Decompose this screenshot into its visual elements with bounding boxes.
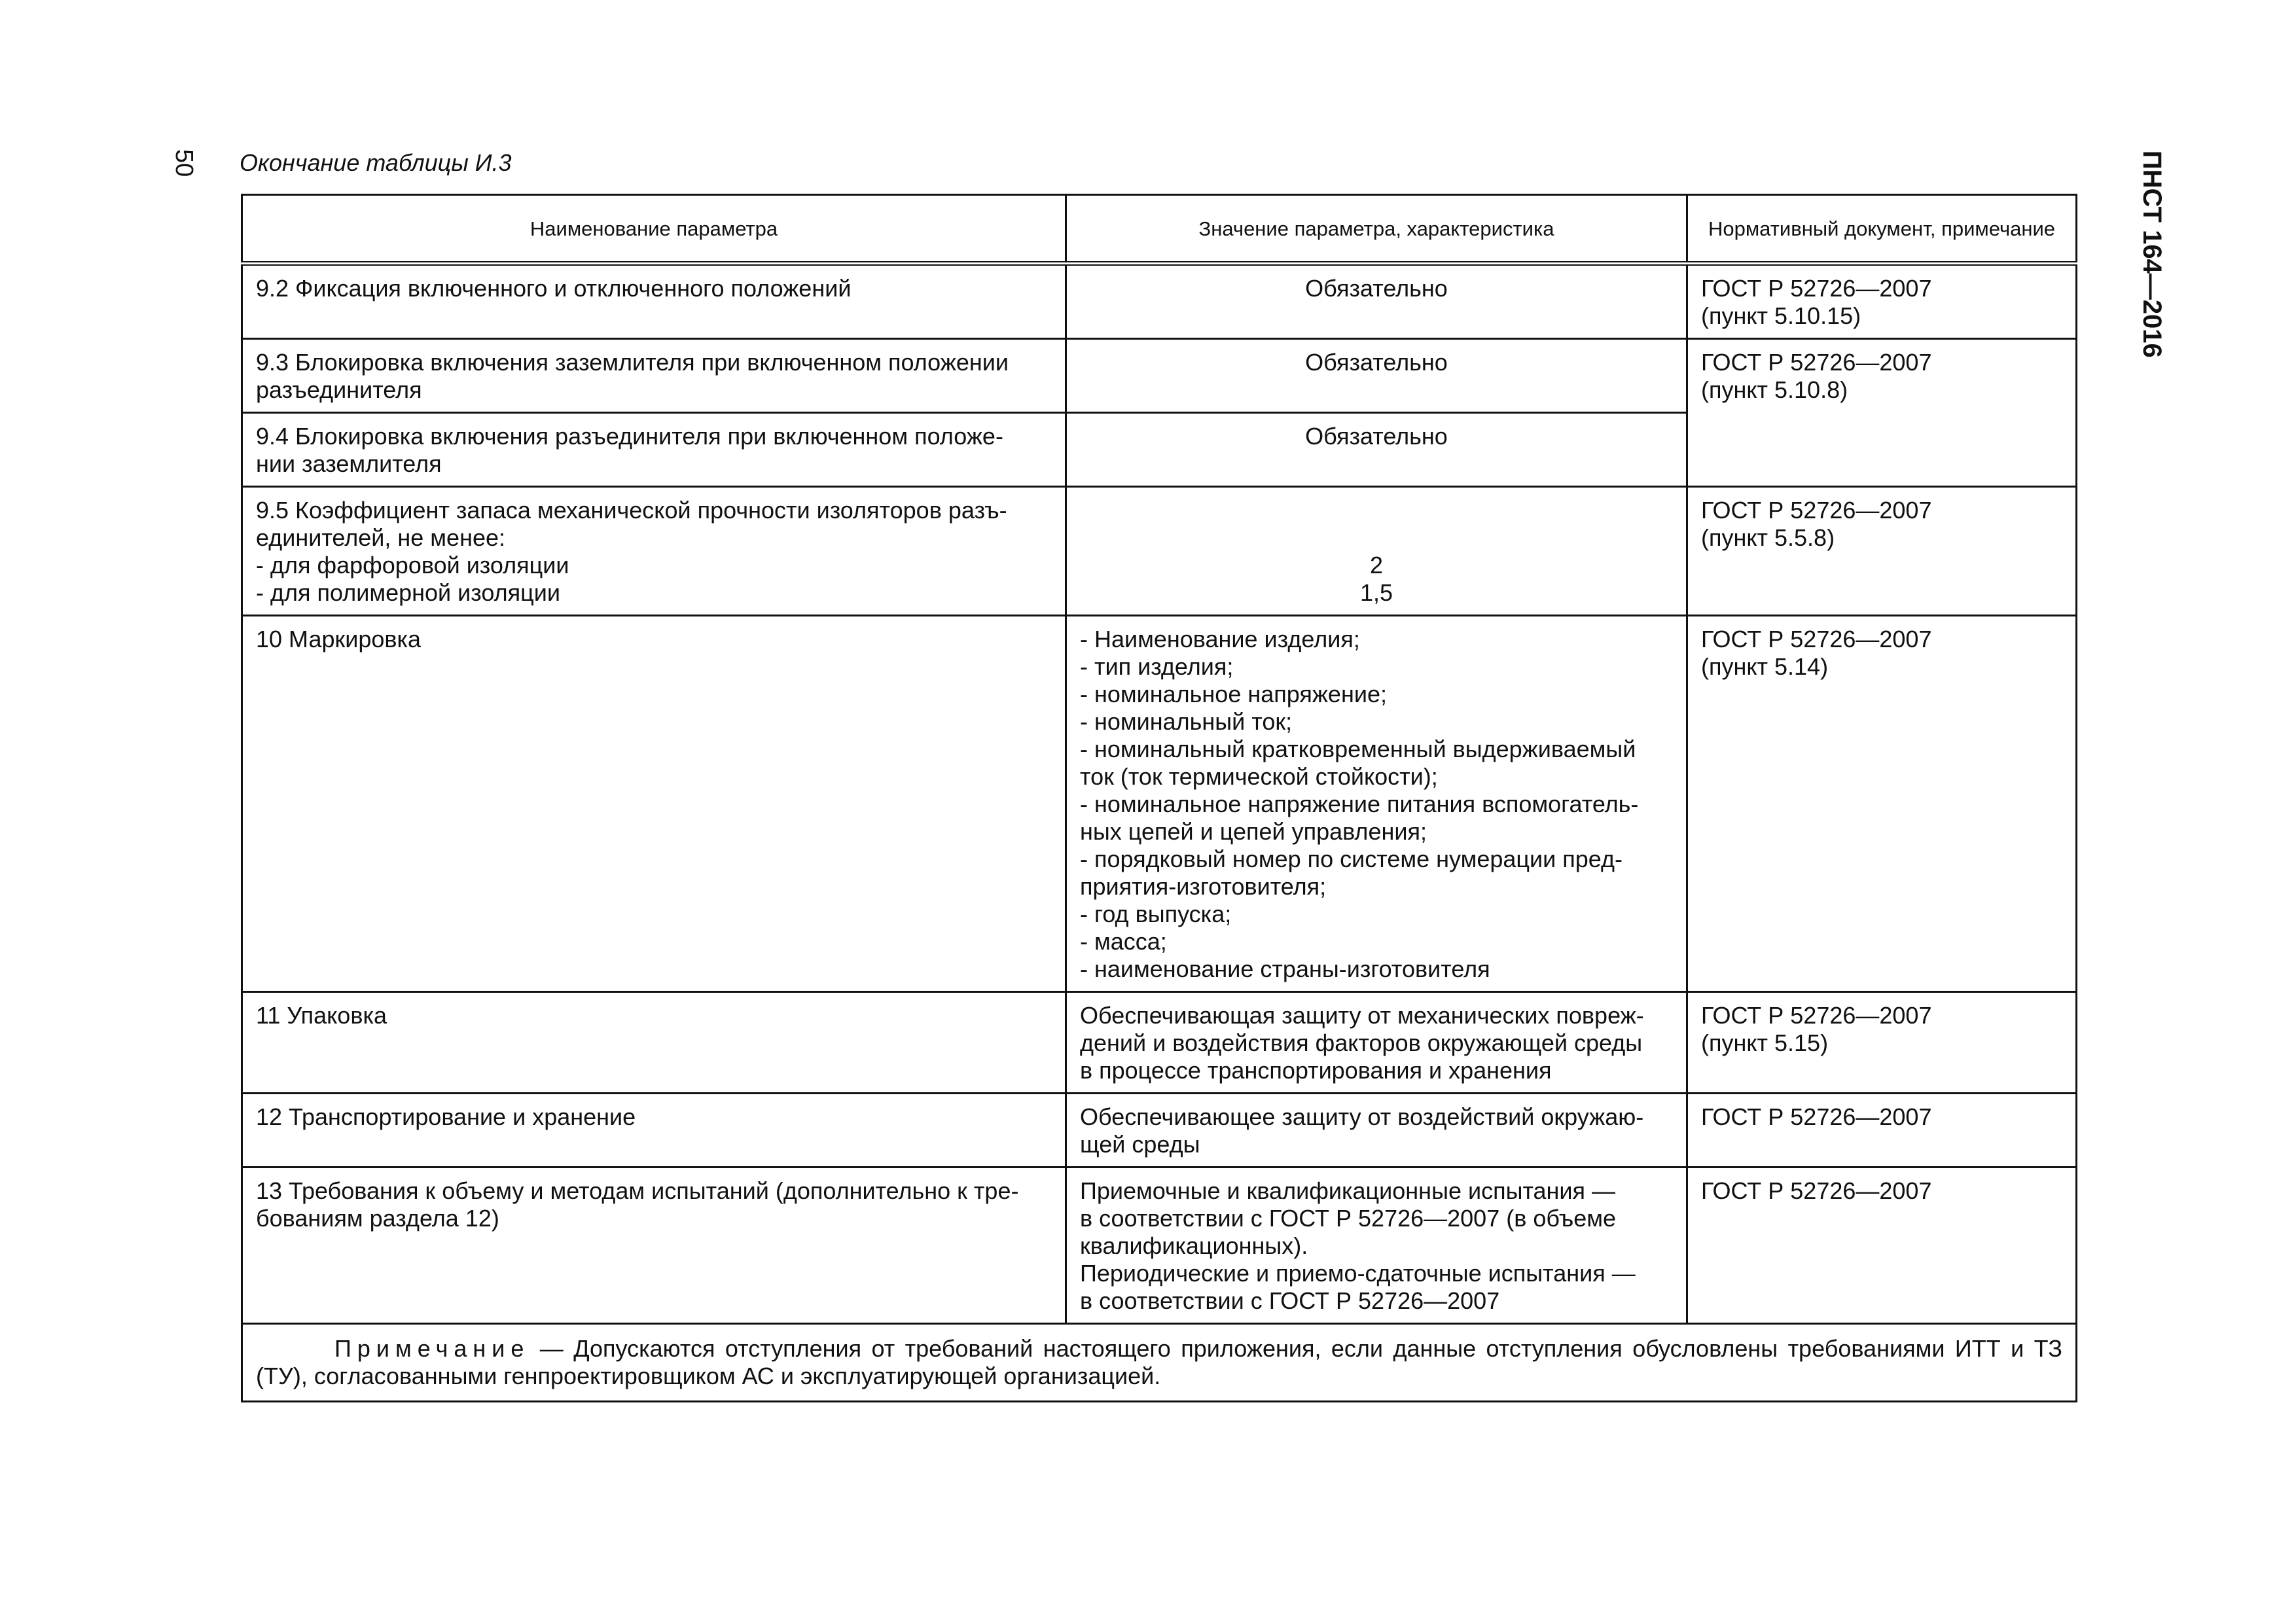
param-text: 10 Маркировка [256,626,422,652]
doc-cell [1687,1094,2077,1168]
doc-text: ГОСТ Р 52726—2007 [1701,1002,1932,1029]
param-text: бованиям раздела 12) [256,1205,499,1232]
doc-text: ГОСТ Р 52726—2007 [1701,626,1932,652]
table-row [242,487,2077,616]
doc-text: ГОСТ Р 52726—2007 [1701,275,1932,302]
table-header-row [242,195,2077,264]
param-cell [242,616,1066,992]
note-row [242,1324,2077,1402]
value-text: - номинальное напряжение; [1080,681,1387,707]
doc-text: (пункт 5.14) [1701,653,1829,680]
param-text: 11 Упаковка [256,1002,387,1029]
doc-cell [1687,339,2077,487]
value-cell [1066,264,1687,339]
table-caption: Окончание таблицы И.3 [240,149,512,176]
col-header-param: Наименование параметра [242,195,1066,264]
value-cell [1066,413,1687,487]
table-row [242,616,2077,992]
param-text: - для полимерной изоляции [256,579,560,606]
table-row [242,992,2077,1094]
value-text: в соответствии с ГОСТ Р 52726—2007 (в объеме [1080,1205,1617,1232]
value-text: в соответствии с ГОСТ Р 52726—2007 [1080,1287,1500,1314]
value-text: щей среды [1080,1131,1200,1158]
value-cell [1066,339,1687,413]
value-text: дений и воздействия факторов окружающей среды [1080,1029,1643,1056]
param-text: единителей, не менее: [256,524,505,551]
param-text: - для фарфоровой изоляции [256,552,569,579]
param-cell [242,992,1066,1094]
value-text: Обязательно [1305,275,1448,302]
doc-text: ГОСТ Р 52726—2007 [1701,1103,1932,1130]
value-text: Периодические и приемо-сдаточные испытания — [1080,1260,1636,1287]
document-code: ПНСТ 164—2016 [2138,151,2166,358]
value-text: Обязательно [1305,423,1448,450]
param-text: 9.3 Блокировка включения заземлителя при включенном положении [256,349,1009,376]
param-cell [242,1094,1066,1168]
doc-cell [1687,992,2077,1094]
value-cell [1066,1094,1687,1168]
value-text: - наименование страны-изготовителя [1080,955,1490,982]
param-cell [242,413,1066,487]
value-cell [1066,616,1687,992]
value-text: - номинальный кратковременный выдерживаемый [1080,736,1636,762]
param-text: разъединителя [256,376,422,403]
doc-text: (пункт 5.10.8) [1701,376,1848,403]
spec-table [241,194,2077,1402]
value-text: - номинальное напряжение питания вспомогатель- [1080,791,1639,817]
note-label: Примечание [334,1335,530,1362]
value-text: - год выпуска; [1080,901,1232,927]
value-text: Обязательно [1305,349,1448,376]
doc-cell [1687,264,2077,339]
doc-cell [1687,1168,2077,1324]
param-text: 13 Требования к объему и методам испытаний (дополнительно к тре- [256,1177,1019,1204]
value-cell [1066,487,1687,616]
table-row [242,1094,2077,1168]
value-text: - Наименование изделия; [1080,626,1360,652]
table-row [242,1168,2077,1324]
param-cell [242,339,1066,413]
value-text: Обеспечивающее защиту от воздействий окружаю- [1080,1103,1644,1130]
col-header-doc: Нормативный документ, примечание [1687,195,2077,264]
doc-text: (пункт 5.15) [1701,1029,1829,1056]
value-text: 1,5 [1359,579,1393,606]
table-row [242,264,2077,339]
value-text: Обеспечивающая защиту от механических повреж- [1080,1002,1644,1029]
param-cell [242,1168,1066,1324]
doc-cell [1687,487,2077,616]
value-text: - порядковый номер по системе нумерации пред- [1080,846,1623,872]
value-text: - тип изделия; [1080,653,1234,680]
note-text: — Допускаются отступления от требований настоящего приложения, если данные отступления обусловлены требованиями ИТТ и ТЗ (ТУ), согласованными генпроектировщиком АС и эксплуатирующей организацией. [256,1335,2062,1389]
value-text: - масса; [1080,928,1167,955]
param-cell [242,487,1066,616]
value-cell [1066,1168,1687,1324]
param-text: 9.4 Блокировка включения разъединителя при включенном положе- [256,423,1003,450]
param-text: 9.2 Фиксация включенного и отключенного положений [256,275,852,302]
value-text: квалификационных). [1080,1232,1308,1259]
doc-code-wrap [2121,151,2173,425]
value-text: ток (ток термической стойкости); [1080,763,1438,790]
value-text: в процессе транспортирования и хранения [1080,1057,1552,1084]
note-cell [242,1324,2077,1402]
col-header-value: Значение параметра, характеристика [1066,195,1687,264]
value-text: приятия-изготовителя; [1080,873,1327,900]
value-cell [1066,992,1687,1094]
param-cell [242,264,1066,339]
doc-text: ГОСТ Р 52726—2007 [1701,497,1932,524]
doc-text: (пункт 5.10.15) [1701,302,1861,329]
table-row [242,339,2077,413]
page-number: 50 [170,149,198,177]
value-text: - номинальный ток; [1080,708,1293,735]
doc-text: (пункт 5.5.8) [1701,524,1835,551]
param-text: 9.5 Коэффициент запаса механической прочности изоляторов разъ- [256,497,1007,524]
value-text: ных цепей и цепей управления; [1080,818,1427,845]
doc-text: ГОСТ Р 52726—2007 [1701,1177,1932,1204]
doc-cell [1687,616,2077,992]
param-text: нии заземлителя [256,450,442,477]
param-text: 12 Транспортирование и хранение [256,1103,636,1130]
doc-text: ГОСТ Р 52726—2007 [1701,349,1932,376]
value-text: Приемочные и квалификационные испытания — [1080,1177,1616,1204]
value-text: 2 [1369,552,1384,579]
